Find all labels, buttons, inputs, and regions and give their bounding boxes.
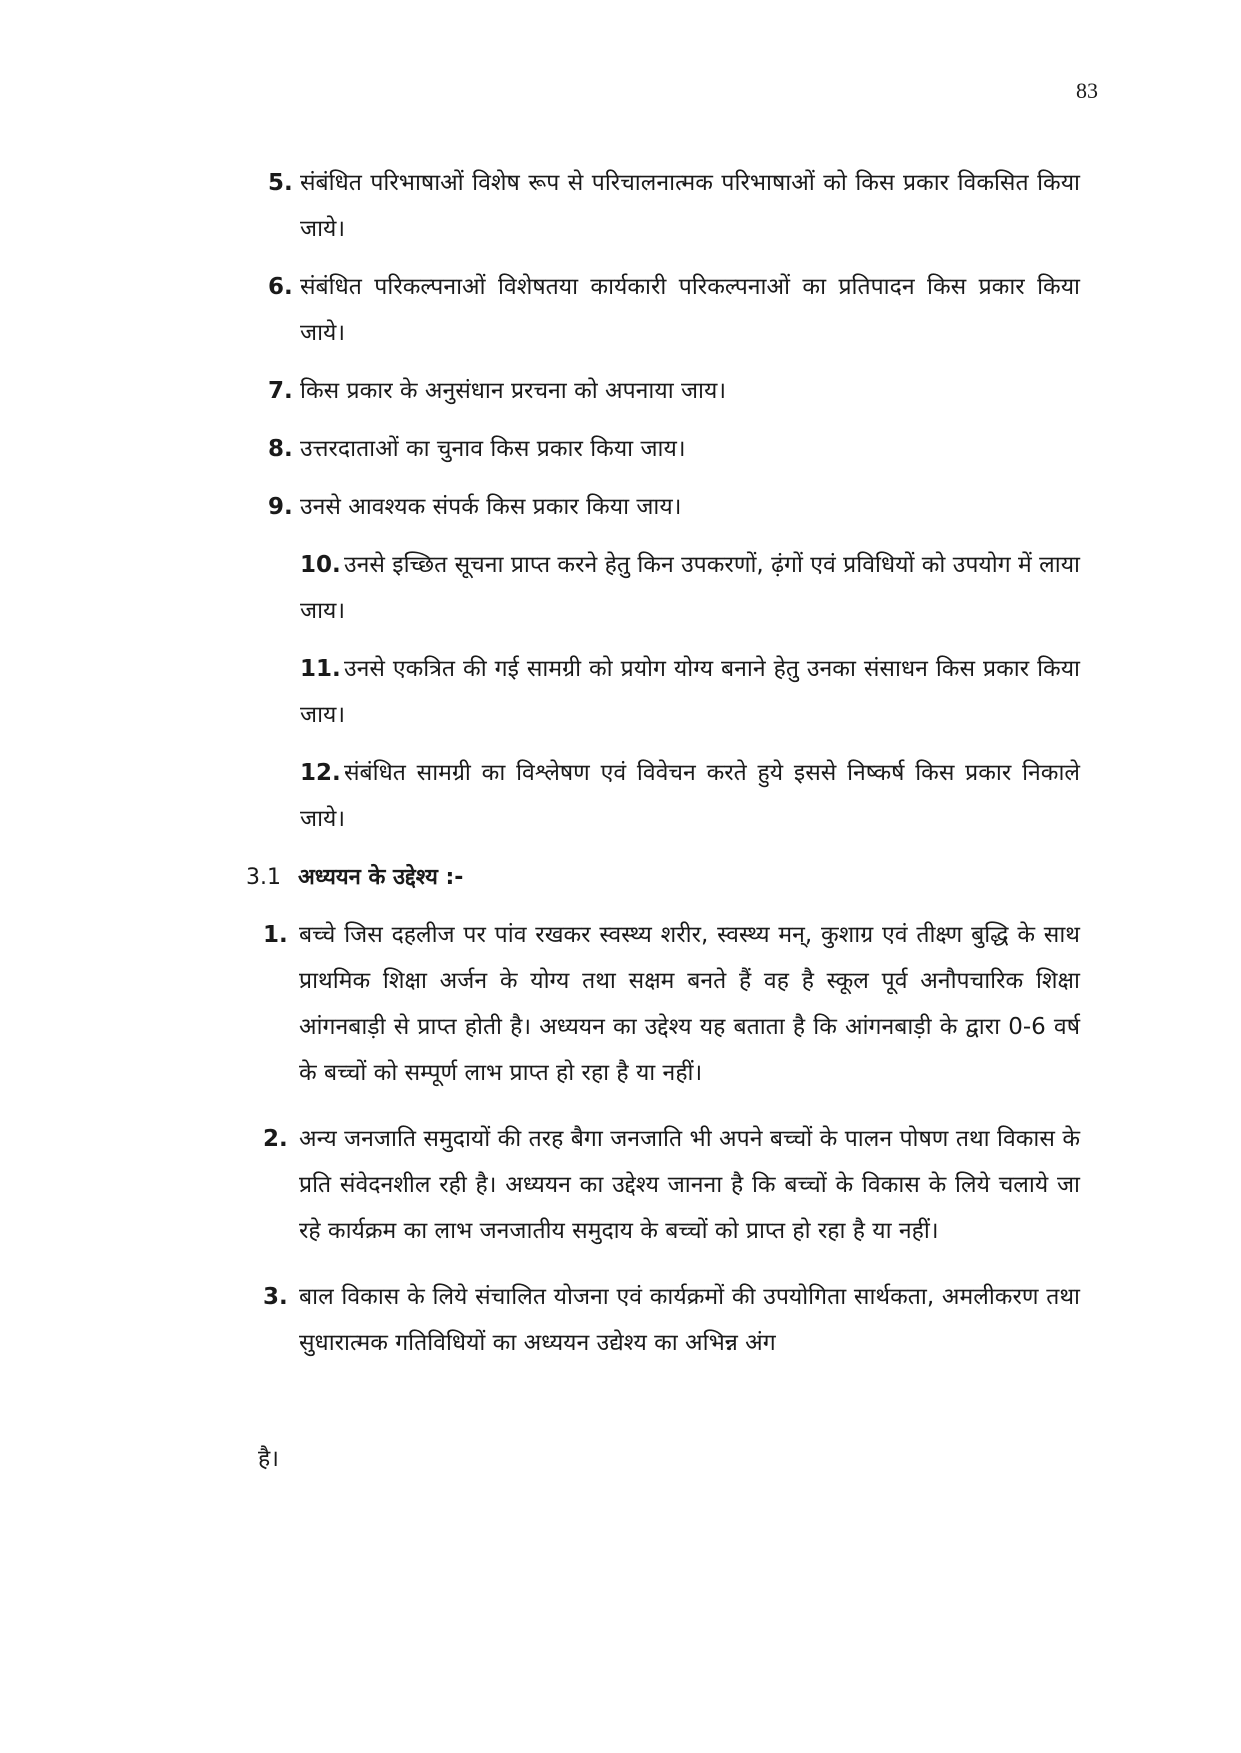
list-item-number: 10. <box>300 552 341 578</box>
paragraph-tail: है। <box>258 1446 279 1472</box>
list-item <box>300 542 1080 634</box>
list-item-number: 9. <box>268 494 293 520</box>
numbered-list-objectives <box>263 912 1080 1386</box>
numbered-list-research-steps <box>268 160 1080 854</box>
section-heading <box>246 855 463 901</box>
list-item-number: 6. <box>268 274 293 300</box>
list-item <box>268 426 1080 472</box>
list-item-number: 12. <box>300 760 341 786</box>
list-item-text: उनसे इच्छित सूचना प्राप्त करने हेतु किन उपकरणों, ढ़ंगों एवं प्रविधियों को उपयोग में लाया जाय। <box>300 552 1080 624</box>
list-item <box>268 160 1080 252</box>
page-number: 83 <box>1076 78 1098 103</box>
list-item <box>300 750 1080 842</box>
section-title: अध्ययन के उद्देश्य :- <box>298 865 464 890</box>
list-item <box>263 1116 1080 1254</box>
list-item <box>263 1274 1080 1366</box>
list-item <box>268 368 1080 414</box>
list-item-text: किस प्रकार के अनुसंधान प्ररचना को अपनाया जाय। <box>300 378 727 404</box>
list-item-text: उनसे एकत्रित की गई सामग्री को प्रयोग योग्य बनाने हेतु उनका संसाधन किस प्रकार किया जाय। <box>300 656 1080 728</box>
list-item-text: संबंधित सामग्री का विश्लेषण एवं विवेचन करते हुये इससे निष्कर्ष किस प्रकार निकाले जाये। <box>300 760 1080 832</box>
list-item-text: बच्चे जिस दहलीज पर पांव रखकर स्वस्थ्य शरीर, स्वस्थ्य मन्, कुशाग्र एवं तीक्ष्ण बुद्धि के साथ प्राथमिक शिक्षा अर्जन के योग्य तथा सक्षम बनते हैं वह है स्कूल पूर्व अनौपचारिक शिक्षा आंगनबाड़ी से प्राप्त होती है। अध्ययन का उद्देश्य यह बताता है कि आंगनबाड़ी के द्वारा 0-6 वर्ष के बच्चों को सम्पूर्ण लाभ प्राप्त हो रहा है या नहीं। <box>299 922 1080 1086</box>
list-item-number: 5. <box>268 170 293 196</box>
list-item-number: 1. <box>263 922 288 948</box>
section-number: 3.1 <box>246 865 281 890</box>
list-item <box>300 646 1080 738</box>
list-item <box>263 912 1080 1096</box>
list-item-text: संबंधित परिकल्पनाओं विशेषतया कार्यकारी परिकल्पनाओं का प्रतिपादन किस प्रकार किया जाये। <box>300 274 1080 346</box>
list-item-number: 8. <box>268 436 293 462</box>
list-item-text: उत्तरदाताओं का चुनाव किस प्रकार किया जाय। <box>300 436 686 462</box>
list-item-text: अन्य जनजाति समुदायों की तरह बैगा जनजाति भी अपने बच्चों के पालन पोषण तथा विकास के प्रति संवेदनशील रही है। अध्ययन का उद्देश्य जानना है कि बच्चों के विकास के लिये चलाये जा रहे कार्यक्रम का लाभ जनजातीय समुदाय के बच्चों को प्राप्त हो रहा है या नहीं। <box>299 1126 1080 1244</box>
list-item-number: 3. <box>263 1284 288 1310</box>
list-item-text: संबंधित परिभाषाओं विशेष रूप से परिचालनात्मक परिभाषाओं को किस प्रकार विकसित किया जाये। <box>300 170 1080 242</box>
list-item-text: उनसे आवश्यक संपर्क किस प्रकार किया जाय। <box>300 494 682 520</box>
list-item-number: 11. <box>300 656 341 682</box>
list-item-number: 2. <box>263 1126 288 1152</box>
list-item-text: बाल विकास के लिये संचालित योजना एवं कार्यक्रमों की उपयोगिता सार्थकता, अमलीकरण तथा सुधारात्मक गतिविधियों का अध्ययन उद्येश्य का अभिन्न अंग <box>299 1284 1080 1356</box>
list-item <box>268 484 1080 530</box>
list-item-number: 7. <box>268 378 293 404</box>
list-item <box>268 264 1080 356</box>
